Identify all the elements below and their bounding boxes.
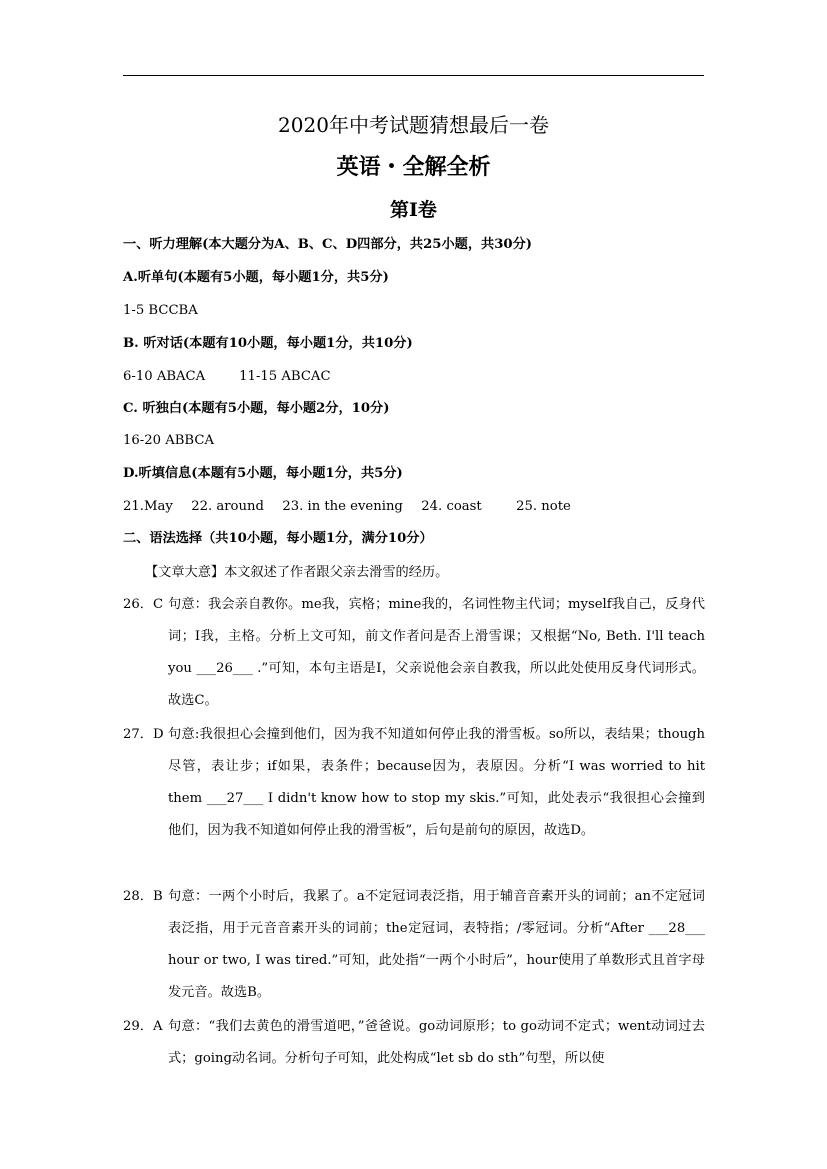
question-29-number: 29．A — [123, 1019, 163, 1034]
question-27 — [123, 726, 705, 886]
question-29 — [123, 1018, 705, 1082]
question-26 — [123, 596, 705, 724]
question-29-text: 句意：“我们去黄色的滑雪道吧，”爸爸说。go动词原形；to go动词不定式；went动词过去式；going动名词。分析句子可知，此处构成“let sb do sth”句型，所以使 — [168, 1019, 705, 1066]
question-27-number: 27．D — [123, 727, 164, 742]
partB-heading: B. 听对话(本题有10小题，每小题1分，共10分) — [123, 336, 413, 351]
partC-answers: 16-20 ABBCA — [123, 433, 214, 448]
partD-answer-24: 24. coast — [421, 499, 482, 514]
volume-heading: 第I卷 — [390, 199, 437, 221]
question-28-text: 句意：一两个小时后，我累了。a不定冠词表泛指，用于辅音音素开头的词前；an不定冠词表泛指，用于元音音素开头的词前；the定冠词，表特指；/零冠词。分析“After ___28___ hour or two, I was tired.”可知，此处指“一两个小时后”，hour使用了单数形式且首字母发元音。故选B。 — [168, 889, 705, 1000]
partB-answers-2: 11-15 ABCAC — [239, 369, 331, 384]
partD-heading: D.听填信息(本题有5小题，每小题1分，共5分) — [123, 466, 403, 481]
header-rule — [123, 75, 704, 76]
partD-answers — [123, 498, 571, 516]
question-28 — [123, 888, 705, 1016]
partA-answers: 1-5 BCCBA — [123, 303, 198, 318]
question-26-text: 句意：我会亲自教你。me我，宾格；mine我的，名词性物主代词；myself我自己，反身代词；I我，主格。分析上文可知，前文作者问是否上滑雪课；又根据“No, Beth. I'll teach you ___26___ .”可知，本句主语是I，父亲说他会亲自教我，所以此处使用反身代词形式。故选C。 — [168, 597, 705, 708]
page-title: 2020年中考试题猜想最后一卷 — [278, 113, 549, 137]
question-28-number: 28．B — [123, 889, 163, 904]
partD-answer-23: 23. in the evening — [282, 499, 403, 514]
partD-answer-25: 25. note — [516, 499, 571, 514]
partB-answers — [123, 368, 331, 386]
partD-answer-21: 21.May — [123, 499, 173, 514]
section2-summary: 【文章大意】本文叙述了作者跟父亲去滑雪的经历。 — [145, 565, 449, 580]
question-26-number: 26．C — [123, 597, 164, 612]
section1-heading: 一、听力理解(本大题分为A、B、C、D四部分，共25小题，共30分) — [123, 237, 532, 252]
section2-heading: 二、语法选择（共10小题，每小题1分，满分10分） — [123, 531, 433, 546]
partD-answer-22: 22. around — [191, 499, 264, 514]
partC-heading: C. 听独白(本题有5小题，每小题2分，10分) — [123, 401, 390, 416]
partB-answers-1: 6-10 ABACA — [123, 369, 206, 384]
question-27-text: 句意:我很担心会撞到他们，因为我不知道如何停止我的滑雪板。so所以，表结果；though尽管，表让步；if如果，表条件；because因为，表原因。分析“I was worried to hit them ___27___ I didn't know how to stop my skis.”可知，此处表示“我很担心会撞到他们，因为我不知道如何停止我的滑雪板”，后句是前句的原因，故选D。 — [168, 727, 705, 838]
page-subtitle: 英语・全解全析 — [336, 154, 491, 180]
partA-heading: A.听单句(本题有5小题，每小题1分，共5分) — [123, 270, 389, 285]
